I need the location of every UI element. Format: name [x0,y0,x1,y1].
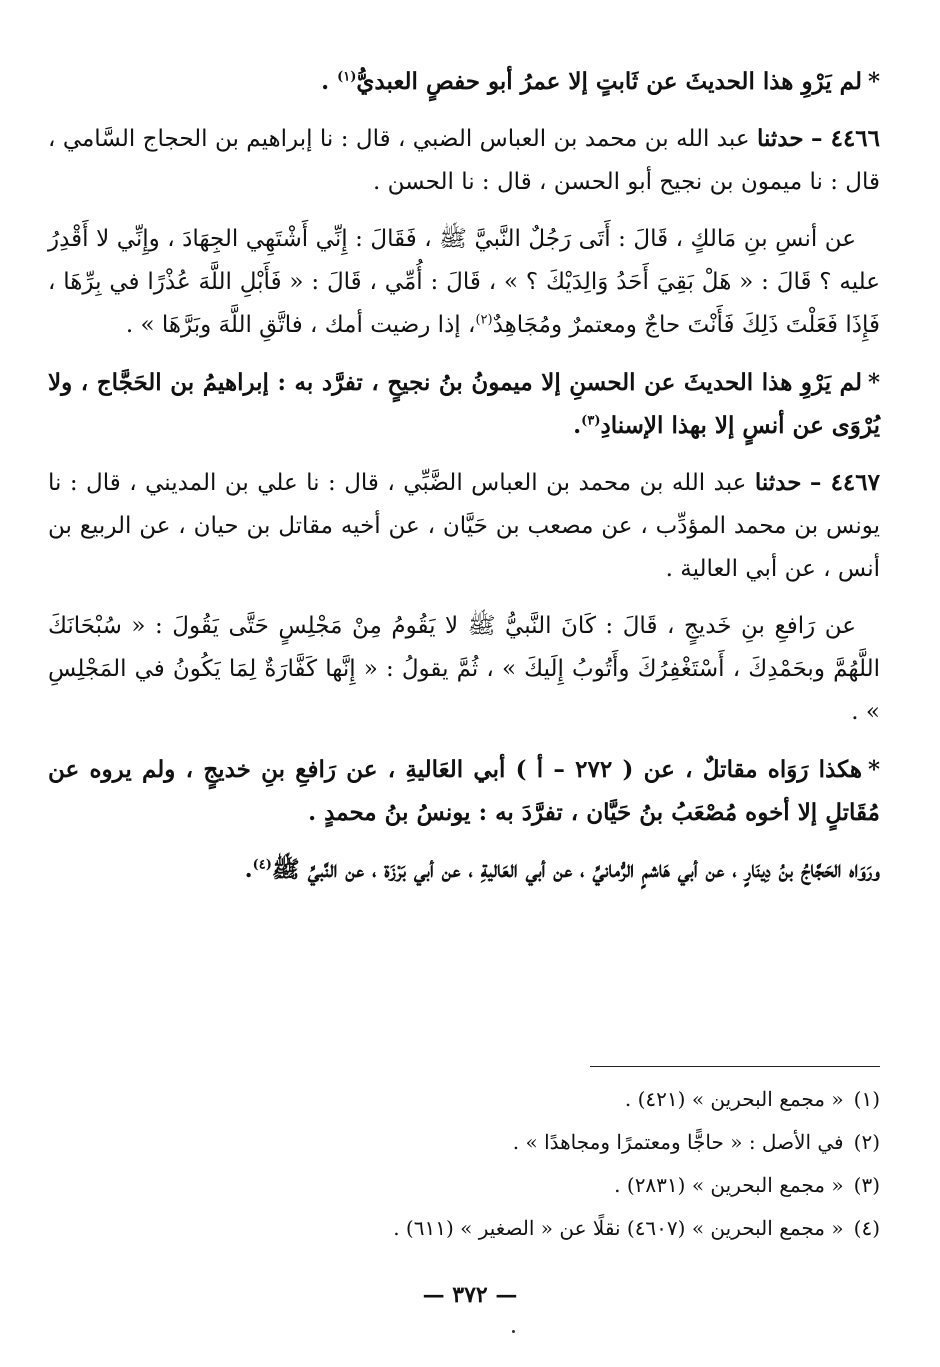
footnote-text: « مجمع البحرين » (٤٦٠٧) نقلًا عن « الصغير » (٦١١) . [393,1216,844,1240]
footnote-text: في الأصل : « حاجًّا ومعتمرًا ومجاهدًا » . [512,1130,844,1154]
footnote-2 [80,1121,880,1164]
remark-paragraph-2 [48,361,880,447]
remark-text: ورَوَاه الحَجَّاجُ بنُ دِينَارٍ ، عن أبي هَاشمٍ الرُّمانيِّ ، عن أبي العَاليةِ ، عن أبي بَرْزَة ، عن النَّبيِّ ﷺ [271,856,880,883]
period: . [244,856,253,883]
speck-dot [512,1330,515,1333]
remark-text: لم يَرْوِ هذا الحديثَ عن الحسنِ إلا ميمونُ بنُ نجيحٍ ، تفرَّد به : إبراهيمُ بن الحَجَّاج ، ولا يُرْوَى عن أنسٍ إلا بهذا الإسنادِ [48,369,880,439]
hadith-number: ٤٤٦٦ – [811,125,881,152]
footnote-ref-4[interactable]: (٤) [252,857,272,873]
footnote-3 [80,1164,880,1207]
isnad-text: عبد الله بن محمد بن العباس الضبي ، قال : نا إبراهيم بن الحجاج السَّامي ، قال : نا ميمون بن نجيح أبو الحسن ، قال : نا الحسن . [48,126,880,195]
footnote-text: « مجمع البحرين » (٢٨٣١) . [614,1173,844,1197]
period: . [573,412,582,439]
footnote-1 [80,1078,880,1121]
matn-text: عن رَافعِ بنِ خَديجٍ ، قَالَ : كَانَ النَّبيُّ ﷺ لا يَقُومُ مِنْ مَجْلِسٍ حَتَّى يَقُولَ : « سُبْحَانَكَ اللَّهُمَّ وبحَمْدِكَ ، أَسْتَغْفِرُكَ وأَتُوبُ إِلَيكَ » ، ثُمَّ يقولُ : « إِنَّها كَفَّارَةٌ لِمَا يَكُونُ في المَجْلِسِ » . [48,613,880,725]
footnote-mark: (٢) [853,1130,880,1154]
hadith-number: ٤٤٦٧ – [809,469,880,496]
footnote-mark: (١) [853,1087,880,1111]
matn-text: عن أنسِ بنِ مَالكٍ ، قَالَ : أَتَى رَجُلٌ النَّبيَّ ﷺ ، فَقَالَ : إِنِّي أَشْتَهِي الجِهَادَ ، وإِنِّي لا أَقْدِرُ عليه ؟ قَالَ : « هَلْ بَقِيَ أَحَدُ وَالِدَيْكَ ؟ » ، قَالَ : أُمِّي ، قَالَ : « فَأَبْلِ اللَّهَ عُذْرًا في بِرِّهَا ، فَإِذَا فَعَلْتَ ذَلِكَ فَأَنْتَ حاجٌ ومعتمرٌ ومُجَاهِدٌ [48,226,880,338]
footnotes [80,1078,880,1250]
footnote-ref-2[interactable]: (٢) [475,312,493,328]
hadith-matn-4467 [48,605,880,734]
hadith-lead: حدثنا [754,469,802,496]
page-body [48,60,880,905]
remark-text: لم يَرْوِ هذا الحديثَ عن ثَابتٍ إلا عمرُ أبو حفصٍ العبديُّ [356,68,862,95]
hadith-chain-4466 [48,117,880,204]
footnote-4 [80,1207,880,1250]
footnote-ref-1[interactable]: (١) [337,69,357,85]
remark-paragraph-4 [48,848,880,891]
footnote-ref-3[interactable]: (٣) [581,413,601,429]
footnote-text: « مجمع البحرين » (٤٢١) . [624,1087,844,1111]
remark-paragraph-3 [48,748,880,834]
footnote-mark: (٣) [853,1173,880,1197]
star-marker: * [867,68,880,95]
period: . [321,68,330,95]
hadith-lead: حدثنا [756,125,804,152]
page-number: — ٣٧٢ — [422,1282,518,1308]
star-marker: * [867,369,880,396]
isnad-text: عبد الله بن محمد بن العباس الضَّبِّي ، قال : نا علي بن المديني ، قال : نا يونس بن محمد المؤدِّب ، عن مصعب بن حَيَّان ، عن أخيه مقاتل بن حيان ، عن الربيع بن أنس ، عن أبي العالية . [48,470,881,582]
footnote-mark: (٤) [853,1216,880,1240]
hadith-matn-4466 [48,218,880,347]
remark-paragraph-1 [48,60,880,103]
footnote-separator [590,1066,880,1067]
hadith-chain-4467 [48,461,880,591]
matn-tail: ، إذا رضيت أمك ، فاتَّقِ اللَّهَ وبَرَّهَا » . [125,312,476,338]
star-marker: * [867,756,881,783]
remark-text: هكذا رَوَاه مقاتلٌ ، عن ( ٢٧٢ – أ ) أبي العَاليةِ ، عن رَافعِ بنِ خديجٍ ، ولم يروه عن مُقَاتلٍ إلا أخوه مُصْعَبُ بنُ حَيَّان ، تفرَّدَ به : يونسُ بنُ محمدٍ . [48,756,880,826]
